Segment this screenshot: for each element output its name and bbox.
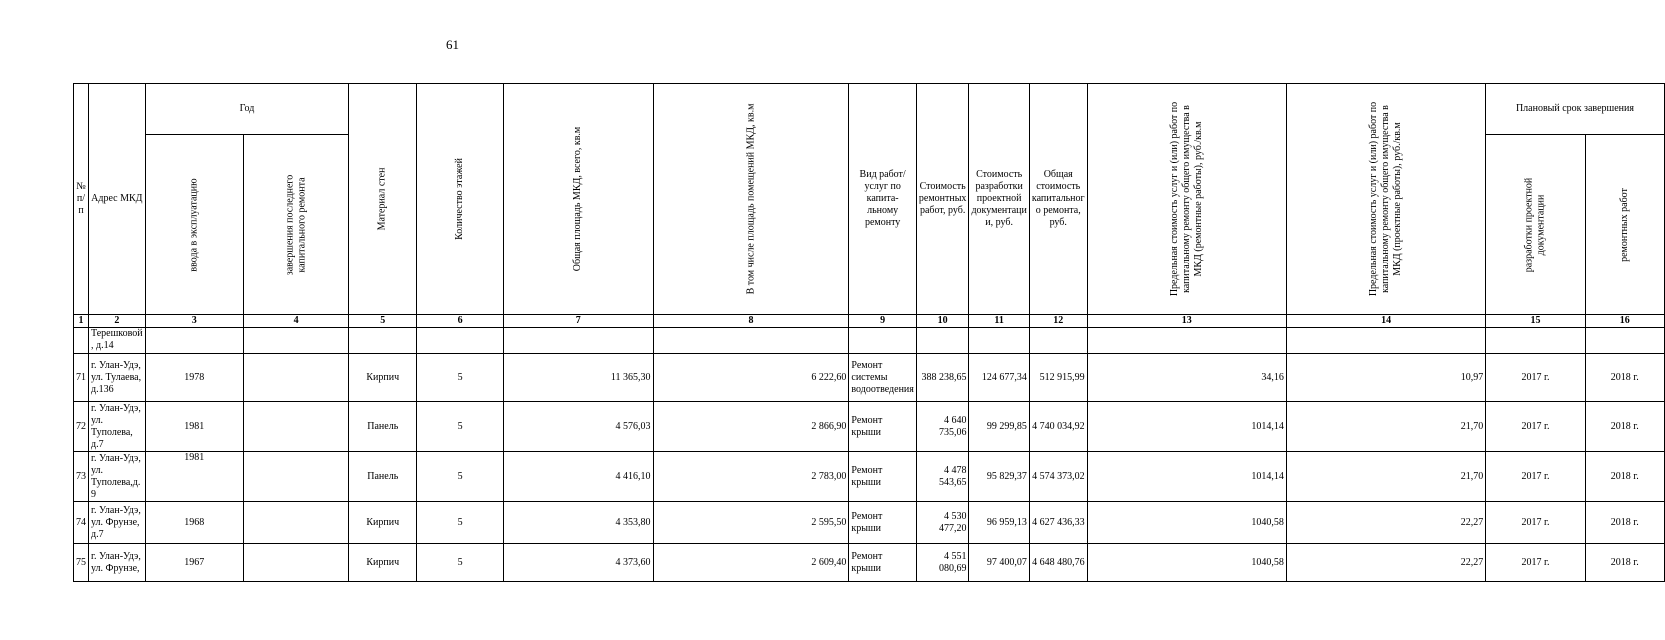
row-number: 72 <box>74 402 89 452</box>
total-cost-cell: 4 574 373,02 <box>1029 452 1087 502</box>
limit-repair-cell: 1014,14 <box>1087 452 1286 502</box>
wall-material-cell: Кирпич <box>349 354 417 402</box>
work-type-cell: Ремонт крыши <box>849 402 916 452</box>
column-number: 6 <box>417 315 504 328</box>
header-col-term-repair: ремонтных работ <box>1585 135 1664 315</box>
term-design-cell: 2017 г. <box>1486 402 1586 452</box>
work-type-cell: Ремонт системы водоотведения <box>849 354 916 402</box>
area-total-cell: 4 416,10 <box>504 452 653 502</box>
header-col-area-rooms: В том числе площадь помещений МКД, кв.м <box>653 84 849 315</box>
header-col-address: Адрес МКД <box>89 84 146 315</box>
row-number: 71 <box>74 354 89 402</box>
column-number: 3 <box>145 315 243 328</box>
column-number: 11 <box>969 315 1029 328</box>
limit-repair-cell: 1014,14 <box>1087 402 1286 452</box>
total-cost-cell: 512 915,99 <box>1029 354 1087 402</box>
area-total-cell: 11 365,30 <box>504 354 653 402</box>
repair-cost-cell: 4 551 080,69 <box>916 544 969 582</box>
year-last-repair-cell <box>243 354 349 402</box>
limit-design-cell: 22,27 <box>1286 544 1485 582</box>
column-number: 7 <box>504 315 653 328</box>
header-col-work-type: Вид работ/ услуг по капита- льному ремонту <box>849 84 916 315</box>
column-number: 13 <box>1087 315 1286 328</box>
column-number: 4 <box>243 315 349 328</box>
limit-repair-cell: 1040,58 <box>1087 502 1286 544</box>
row-number: 75 <box>74 544 89 582</box>
year-last-repair-cell <box>243 402 349 452</box>
continuation-row <box>74 328 1665 354</box>
term-design-cell: 2017 г. <box>1486 544 1586 582</box>
header-col-term-design: разработки проектной документации <box>1486 135 1586 315</box>
area-rooms-cell: 2 783,00 <box>653 452 849 502</box>
repair-register-table <box>73 83 1665 582</box>
row-number: 74 <box>74 502 89 544</box>
floors-cell: 5 <box>417 354 504 402</box>
area-total-cell: 4 576,03 <box>504 402 653 452</box>
repair-cost-cell: 388 238,65 <box>916 354 969 402</box>
row-number: 73 <box>74 452 89 502</box>
header-term-group: Плановый срок завершения <box>1486 84 1664 135</box>
limit-design-cell: 21,70 <box>1286 452 1485 502</box>
total-cost-cell: 4 627 436,33 <box>1029 502 1087 544</box>
header-col-total-cost: Общая стоимость капитальног о ремонта, руб. <box>1029 84 1087 315</box>
column-number: 5 <box>349 315 417 328</box>
term-repair-cell: 2018 г. <box>1585 452 1664 502</box>
floors-cell: 5 <box>417 544 504 582</box>
table-row <box>74 452 1665 502</box>
year-last-repair-cell <box>243 502 349 544</box>
address-cell: г. Улан-Удэ, ул. Туполева, д.7 <box>89 402 146 452</box>
term-repair-cell: 2018 г. <box>1585 354 1664 402</box>
design-cost-cell: 124 677,34 <box>969 354 1029 402</box>
header-col-limit-repair: Предельная стоимость услуг и (или) работ по капитальному ремонту общего имущества в МКД (ремонтные работы), руб./кв.м <box>1087 84 1286 315</box>
column-number-row <box>74 315 1665 328</box>
address-cell: Терешковой , д.14 <box>89 328 146 354</box>
total-cost-cell: 4 648 480,76 <box>1029 544 1087 582</box>
term-design-cell: 2017 г. <box>1486 354 1586 402</box>
column-number: 9 <box>849 315 916 328</box>
header-row-top <box>74 84 1665 135</box>
work-type-cell: Ремонт крыши <box>849 502 916 544</box>
repair-cost-cell: 4 640 735,06 <box>916 402 969 452</box>
area-rooms-cell: 2 595,50 <box>653 502 849 544</box>
work-type-cell: Ремонт крыши <box>849 544 916 582</box>
column-number: 1 <box>74 315 89 328</box>
table-row <box>74 544 1665 582</box>
limit-repair-cell: 1040,58 <box>1087 544 1286 582</box>
table-row <box>74 502 1665 544</box>
header-col-repair-cost: Стоимость ремонтных работ, руб. <box>916 84 969 315</box>
header-col-floors: Количество этажей <box>417 84 504 315</box>
column-number: 14 <box>1286 315 1485 328</box>
total-cost-cell: 4 740 034,92 <box>1029 402 1087 452</box>
table-row <box>74 402 1665 452</box>
term-repair-cell: 2018 г. <box>1585 402 1664 452</box>
repair-cost-cell: 4 530 477,20 <box>916 502 969 544</box>
year-last-repair-cell <box>243 544 349 582</box>
limit-repair-cell: 34,16 <box>1087 354 1286 402</box>
address-cell: г. Улан-Удэ, ул. Фрунзе, д.7 <box>89 502 146 544</box>
year-built-cell: 1978 <box>145 354 243 402</box>
column-number: 16 <box>1585 315 1664 328</box>
header-year-group: Год <box>145 84 349 135</box>
header-col-year-last-repair: завершения последнего капитального ремонта <box>243 135 349 315</box>
limit-design-cell: 10,97 <box>1286 354 1485 402</box>
table-row <box>74 354 1665 402</box>
header-col-area-total: Общая площадь МКД, всего, кв.м <box>504 84 653 315</box>
design-cost-cell: 97 400,07 <box>969 544 1029 582</box>
wall-material-cell: Панель <box>349 402 417 452</box>
year-last-repair-cell <box>243 452 349 502</box>
header-col-number: № п/ п <box>74 84 89 315</box>
limit-design-cell: 22,27 <box>1286 502 1485 544</box>
year-built-cell: 1981 <box>145 452 243 502</box>
floors-cell: 5 <box>417 502 504 544</box>
year-built-cell: 1981 <box>145 402 243 452</box>
year-built-cell: 1968 <box>145 502 243 544</box>
wall-material-cell: Кирпич <box>349 544 417 582</box>
term-repair-cell: 2018 г. <box>1585 502 1664 544</box>
area-rooms-cell: 2 609,40 <box>653 544 849 582</box>
area-rooms-cell: 6 222,60 <box>653 354 849 402</box>
column-number: 10 <box>916 315 969 328</box>
year-built-cell: 1967 <box>145 544 243 582</box>
column-number: 15 <box>1486 315 1586 328</box>
column-number: 12 <box>1029 315 1087 328</box>
wall-material-cell: Панель <box>349 452 417 502</box>
design-cost-cell: 96 959,13 <box>969 502 1029 544</box>
design-cost-cell: 95 829,37 <box>969 452 1029 502</box>
address-cell: г. Улан-Удэ, ул. Фрунзе, <box>89 544 146 582</box>
column-number: 2 <box>89 315 146 328</box>
wall-material-cell: Кирпич <box>349 502 417 544</box>
design-cost-cell: 99 299,85 <box>969 402 1029 452</box>
area-total-cell: 4 353,80 <box>504 502 653 544</box>
term-design-cell: 2017 г. <box>1486 502 1586 544</box>
floors-cell: 5 <box>417 452 504 502</box>
term-design-cell: 2017 г. <box>1486 452 1586 502</box>
limit-design-cell: 21,70 <box>1286 402 1485 452</box>
address-cell: г. Улан-Удэ, ул. Туполева,д. 9 <box>89 452 146 502</box>
term-repair-cell: 2018 г. <box>1585 544 1664 582</box>
header-col-wall-material: Материал стен <box>349 84 417 315</box>
area-rooms-cell: 2 866,90 <box>653 402 849 452</box>
column-number: 8 <box>653 315 849 328</box>
address-cell: г. Улан-Удэ, ул. Тулаева, д.136 <box>89 354 146 402</box>
header-col-design-cost: Стоимость разработки проектной документаци и, руб. <box>969 84 1029 315</box>
floors-cell: 5 <box>417 402 504 452</box>
header-col-year-built: ввода в эксплуатацию <box>145 135 243 315</box>
repair-cost-cell: 4 478 543,65 <box>916 452 969 502</box>
area-total-cell: 4 373,60 <box>504 544 653 582</box>
header-col-limit-design: Предельная стоимость услуг и (или) работ по капитальному ремонту общего имущества в МКД (проектные работы), руб./кв.м <box>1286 84 1485 315</box>
work-type-cell: Ремонт крыши <box>849 452 916 502</box>
page-number: 61 <box>446 37 459 52</box>
